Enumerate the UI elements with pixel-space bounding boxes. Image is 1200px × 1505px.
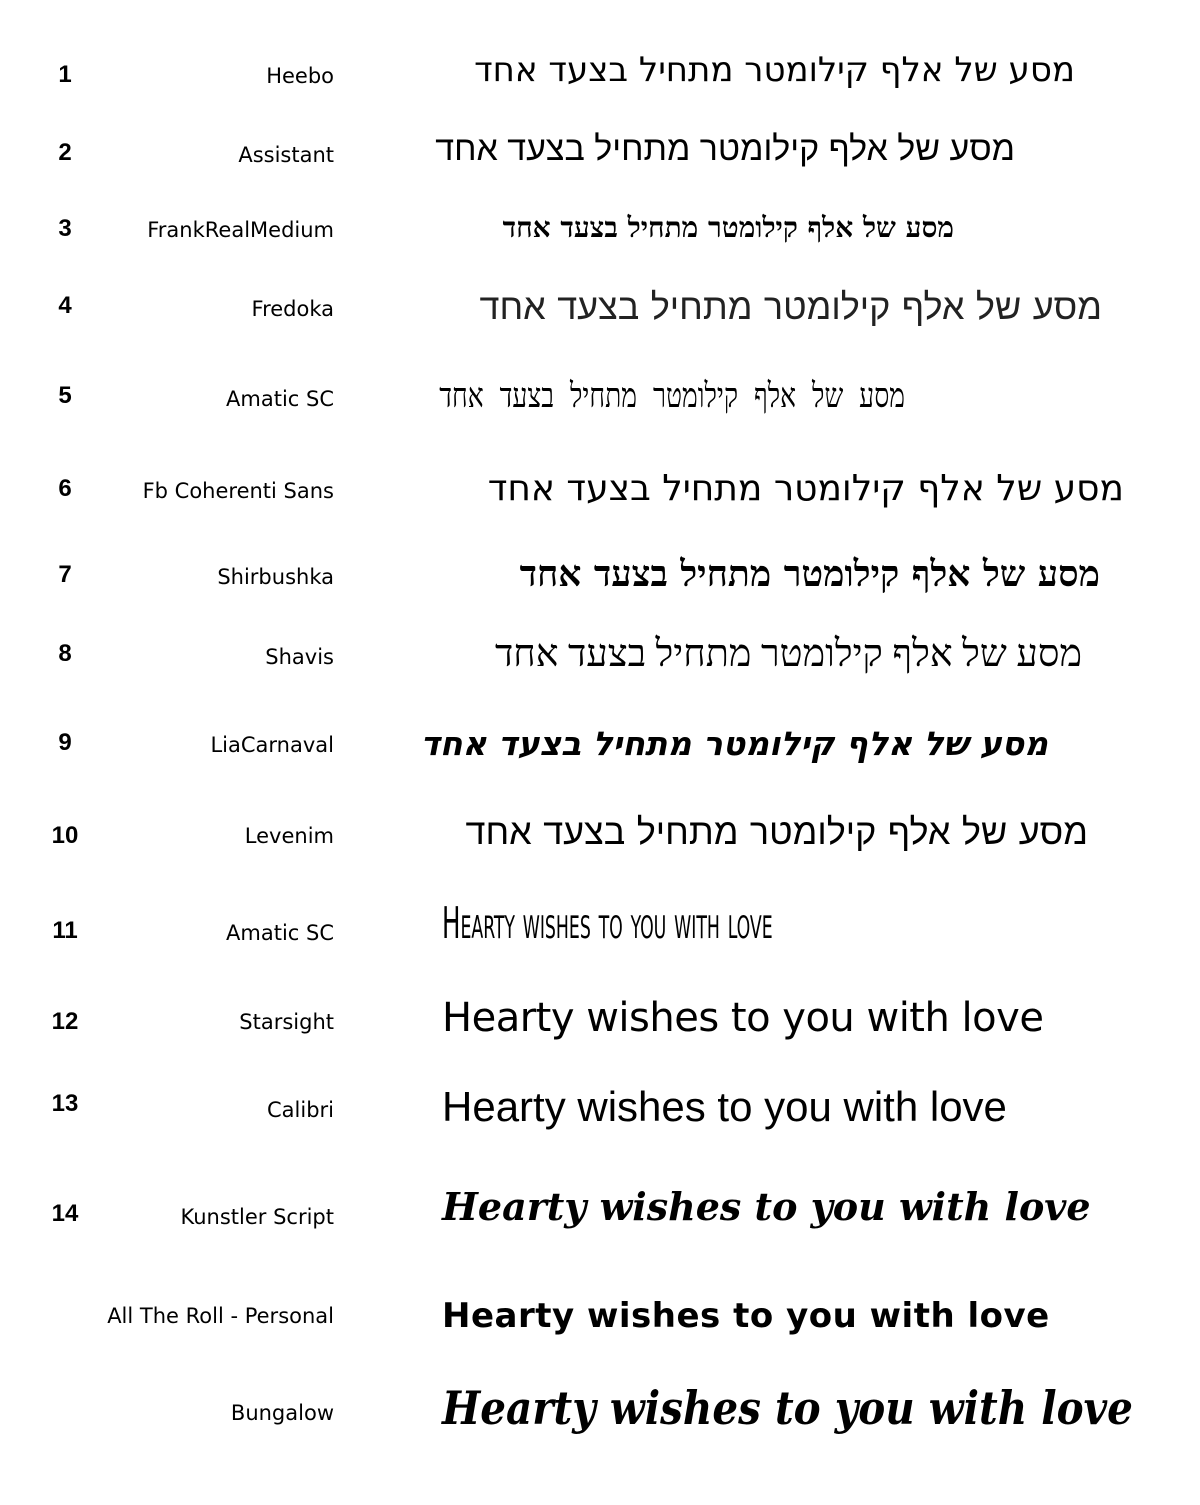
font-sample: מסע של אלף קילומטר מתחיל בצעד אחד xyxy=(502,211,954,244)
font-sample: Hearty wishes to you with love xyxy=(442,995,1044,1041)
font-name: All The Roll - Personal xyxy=(107,1304,334,1328)
font-sample: מסע של אלף קילומטר מתחיל בצעד אחד xyxy=(435,130,1015,168)
font-name: Calibri xyxy=(267,1098,334,1122)
font-name: Kunstler Script xyxy=(180,1205,334,1229)
row-number: 5 xyxy=(58,382,72,409)
font-name: Fb Coherenti Sans xyxy=(142,479,334,503)
row-number: 12 xyxy=(51,1008,79,1035)
font-sample: Hearty wishes to you with love xyxy=(442,1296,1050,1336)
font-sample: מסע של אלף קילומטר מתחיל בצעד אחד xyxy=(439,376,905,416)
font-sample: מסע של אלף קילומטר מתחיל בצעד אחד xyxy=(420,724,1048,763)
row-number: 6 xyxy=(58,475,72,502)
row-number: 10 xyxy=(51,822,79,849)
font-name: FrankRealMedium xyxy=(147,218,334,242)
font-sample: Hearty wishes to you with love xyxy=(442,1184,1091,1229)
font-name: Heebo xyxy=(266,64,334,88)
font-name: Fredoka xyxy=(251,297,334,321)
row-number: 13 xyxy=(51,1090,79,1117)
font-sample: Hearty wishes to you with love xyxy=(442,1083,1007,1130)
font-name: Amatic SC xyxy=(226,921,334,945)
row-number: 8 xyxy=(58,640,72,667)
row-number: 3 xyxy=(58,215,72,242)
font-sample: מסע של אלף קילומטר מתחיל בצעד אחד xyxy=(487,468,1124,509)
row-number: 7 xyxy=(58,561,72,588)
font-name: LiaCarnaval xyxy=(210,733,334,757)
row-number: 9 xyxy=(58,729,72,756)
font-name: Levenim xyxy=(244,824,334,848)
font-sample: Hearty wishes to you with love xyxy=(442,898,773,949)
font-name: Assistant xyxy=(238,143,334,167)
font-sample: מסע של אלף קילומטר מתחיל בצעד אחד xyxy=(465,812,1088,853)
font-sample: מסע של אלף קילומטר מתחיל בצעד אחד xyxy=(494,633,1082,675)
font-sample: Hearty wishes to you with love xyxy=(442,1381,1133,1435)
font-sample: מסע של אלף קילומטר מתחיל בצעד אחד xyxy=(519,553,1100,595)
row-number: 4 xyxy=(58,292,72,319)
font-name: Shirbushka xyxy=(217,565,334,589)
font-sample: מסע של אלף קילומטר מתחיל בצעד אחד xyxy=(479,287,1102,328)
font-name: Starsight xyxy=(239,1010,334,1034)
row-number: 1 xyxy=(58,61,72,88)
font-name: Shavis xyxy=(265,645,334,669)
row-number: 2 xyxy=(58,139,72,166)
row-number: 11 xyxy=(52,917,78,944)
font-name: Bungalow xyxy=(230,1401,334,1425)
row-number: 14 xyxy=(51,1200,79,1227)
font-sample: מסע של אלף קילומטר מתחיל בצעד אחד xyxy=(474,50,1075,90)
font-name: Amatic SC xyxy=(226,387,334,411)
